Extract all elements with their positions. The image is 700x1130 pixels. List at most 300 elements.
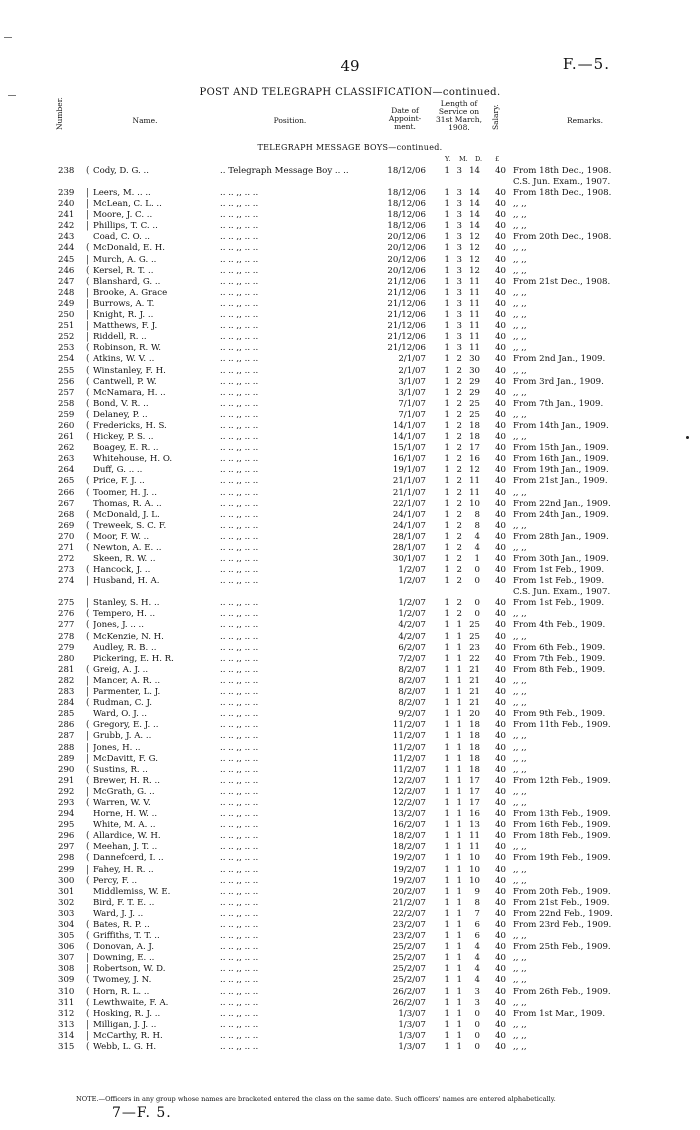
row-number: 286 — [58, 720, 75, 731]
row-name: Blanshard, G. .. — [93, 276, 161, 287]
row-bracket: ( — [86, 376, 90, 387]
row-number: 302 — [58, 897, 75, 908]
row-remarks: From 7th Feb., 1909. — [513, 653, 606, 664]
row-position: .. .. ,, .. .. — [220, 1019, 259, 1030]
row-years: 1 — [444, 409, 450, 420]
row-bracket: ( — [86, 609, 90, 620]
row-date: 7/1/07 — [398, 398, 426, 409]
row-number: 278 — [58, 631, 75, 642]
row-position: .. .. ,, .. .. — [220, 1030, 259, 1041]
row-date: 11/2/07 — [392, 742, 426, 753]
row-days: 18 — [469, 731, 480, 742]
row-salary: 40 — [495, 820, 506, 831]
row-date: 3/1/07 — [398, 376, 426, 387]
row-years: 1 — [444, 953, 450, 964]
row-number: 315 — [58, 1042, 75, 1053]
row-number: 301 — [58, 886, 75, 897]
row-years: 1 — [444, 598, 450, 609]
row-years: 1 — [444, 698, 450, 709]
row-name: Knight, R. J. .. — [93, 310, 154, 321]
row-name: Matthews, F. J. — [93, 321, 158, 332]
row-bracket: | — [86, 598, 90, 609]
row-number: 266 — [58, 487, 75, 498]
row-number: 241 — [58, 210, 75, 221]
row-days: 10 — [469, 864, 480, 875]
row-bracket: | — [86, 864, 90, 875]
row-months: 1 — [456, 986, 462, 997]
row-bracket: ( — [86, 797, 90, 808]
row-months: 2 — [456, 509, 462, 520]
row-name: Price, F. J. .. — [93, 476, 145, 487]
row-years: 1 — [444, 354, 450, 365]
row-days: 10 — [469, 875, 480, 886]
row-position: .. .. ,, .. .. — [220, 243, 259, 254]
row-name: Meehan, J. T. .. — [93, 842, 158, 853]
row-position: .. .. ,, .. .. — [220, 432, 259, 443]
row-remarks: From 15th Jan., 1909. — [513, 443, 609, 454]
row-number: 298 — [58, 853, 75, 864]
row-years: 1 — [444, 531, 450, 542]
row-number: 295 — [58, 820, 75, 831]
row-number: 275 — [58, 598, 75, 609]
row-bracket: | — [86, 188, 90, 198]
row-months: 1 — [456, 1019, 462, 1030]
row-number: 260 — [58, 420, 75, 431]
row-bracket: ( — [86, 631, 90, 642]
table-row — [0, 554, 700, 565]
row-bracket: | — [86, 731, 90, 742]
row-position: .. .. ,, .. .. — [220, 554, 259, 565]
row-days: 21 — [469, 698, 480, 709]
row-bracket: ( — [86, 764, 90, 775]
row-name: Hancock, J. .. — [93, 565, 151, 576]
row-number: 243 — [58, 232, 75, 243]
row-salary: 40 — [495, 642, 506, 653]
row-name: McGrath, G. .. — [93, 786, 155, 797]
row-years: 1 — [444, 720, 450, 731]
row-days: 25 — [469, 620, 480, 631]
row-position: .. .. ,, .. .. — [220, 498, 259, 509]
row-bracket: ( — [86, 720, 90, 731]
row-days: 11 — [469, 321, 480, 332]
row-years: 1 — [444, 709, 450, 720]
row-remarks: ,, ,, — [513, 332, 527, 343]
row-years: 1 — [444, 332, 450, 343]
table-row — [0, 654, 700, 665]
table-row — [0, 221, 700, 232]
row-salary: 40 — [495, 376, 506, 387]
row-number: 297 — [58, 842, 75, 853]
row-years: 1 — [444, 476, 450, 487]
row-years: 1 — [444, 1030, 450, 1041]
row-salary: 40 — [495, 975, 506, 986]
table-row — [0, 831, 700, 842]
row-bracket: ( — [86, 1008, 90, 1019]
row-years: 1 — [444, 653, 450, 664]
row-bracket: | — [86, 786, 90, 797]
row-number: 269 — [58, 520, 75, 531]
table-row — [0, 698, 700, 709]
row-name: Duff, G. .. .. — [93, 465, 143, 476]
row-bracket: ( — [86, 520, 90, 531]
row-months: 2 — [456, 409, 462, 420]
row-position: .. .. ,, .. .. — [220, 687, 259, 698]
row-remarks: From 3rd Jan., 1909. — [513, 376, 604, 387]
row-years: 1 — [444, 631, 450, 642]
row-salary: 40 — [495, 565, 506, 576]
row-date: 6/2/07 — [398, 642, 426, 653]
row-number: 304 — [58, 920, 75, 930]
row-salary: 40 — [495, 509, 506, 520]
row-salary: 40 — [495, 265, 506, 276]
table-row — [0, 499, 700, 510]
row-name: White, M. A. .. — [93, 820, 156, 831]
row-months: 1 — [456, 942, 462, 953]
row-months: 3 — [456, 254, 462, 265]
row-remarks: From 30th Jan., 1909. — [513, 554, 609, 565]
table-row — [0, 277, 700, 288]
row-position: .. .. ,, .. .. — [220, 232, 259, 243]
table-row — [0, 853, 700, 864]
section-title: TELEGRAPH MESSAGE BOYS—continued. — [257, 143, 443, 152]
table-row — [0, 842, 700, 853]
row-bracket: | — [86, 964, 90, 975]
row-years: 1 — [444, 509, 450, 520]
row-bracket: ( — [86, 531, 90, 542]
row-days: 8 — [474, 520, 480, 531]
row-number: 281 — [58, 664, 75, 675]
row-number: 272 — [58, 554, 75, 565]
row-bracket: | — [86, 576, 90, 587]
row-remarks: From 8th Feb., 1909. — [513, 664, 606, 675]
row-date: 20/12/06 — [387, 243, 426, 254]
row-months: 1 — [456, 920, 462, 930]
row-days: 11 — [469, 487, 480, 498]
row-name: Brooke, A. Grace — [93, 287, 168, 298]
row-number: 311 — [58, 997, 75, 1008]
row-months: 3 — [456, 232, 462, 243]
row-years: 1 — [444, 321, 450, 332]
row-years: 1 — [444, 820, 450, 831]
row-months: 1 — [456, 997, 462, 1008]
table-row — [0, 987, 700, 998]
row-salary: 40 — [495, 332, 506, 343]
row-days: 11 — [469, 476, 480, 487]
row-years: 1 — [444, 731, 450, 742]
row-months: 1 — [456, 642, 462, 653]
row-name: Winstanley, F. H. — [93, 365, 166, 376]
table-row — [0, 454, 700, 465]
row-position: .. .. ,, .. .. — [220, 709, 259, 720]
row-days: 18 — [469, 720, 480, 731]
row-position: .. .. ,, .. .. — [220, 997, 259, 1008]
table-row — [0, 1042, 700, 1053]
row-years: 1 — [444, 443, 450, 454]
row-salary: 40 — [495, 742, 506, 753]
row-days: 0 — [474, 1019, 480, 1030]
row-days: 6 — [474, 931, 480, 942]
row-name: Cantwell, P. W. — [93, 376, 157, 387]
row-bracket: ( — [86, 398, 90, 409]
row-date: 28/1/07 — [392, 531, 426, 542]
row-salary: 40 — [495, 709, 506, 720]
row-bracket: ( — [86, 354, 90, 365]
row-months: 1 — [456, 664, 462, 675]
row-date: 15/1/07 — [392, 443, 426, 454]
row-days: 7 — [474, 908, 480, 919]
table-row — [0, 942, 700, 953]
row-position: .. .. ,, .. .. — [220, 864, 259, 875]
row-years: 1 — [444, 831, 450, 842]
row-date: 19/2/07 — [392, 864, 426, 875]
table-row — [0, 1031, 700, 1042]
row-days: 4 — [474, 543, 480, 553]
table-row — [0, 188, 700, 199]
table-row — [0, 776, 700, 787]
row-days: 10 — [469, 498, 480, 509]
row-months: 2 — [456, 465, 462, 476]
row-days: 0 — [474, 576, 480, 587]
row-number: 270 — [58, 531, 75, 542]
row-date: 18/12/06 — [387, 210, 426, 221]
row-position: .. .. ,, .. .. — [220, 543, 259, 553]
row-years: 1 — [444, 420, 450, 431]
row-days: 12 — [469, 254, 480, 265]
table-row — [0, 920, 700, 931]
row-bracket: | — [86, 687, 90, 698]
table-row — [0, 532, 700, 543]
row-name: Ward, J. J. .. — [93, 908, 144, 919]
row-months: 2 — [456, 565, 462, 576]
row-remarks: ,, ,, — [513, 298, 527, 309]
table-row — [0, 709, 700, 720]
row-date: 2/1/07 — [398, 365, 426, 376]
row-salary: 40 — [495, 520, 506, 531]
row-days: 25 — [469, 631, 480, 642]
row-salary: 40 — [495, 554, 506, 565]
row-months: 1 — [456, 908, 462, 919]
row-salary: 40 — [495, 797, 506, 808]
table-row — [0, 743, 700, 754]
row-bracket: | — [86, 298, 90, 309]
row-days: 11 — [469, 831, 480, 842]
row-date: 7/1/07 — [398, 409, 426, 420]
row-date: 21/12/06 — [387, 310, 426, 321]
row-number: 249 — [58, 298, 75, 309]
row-years: 1 — [444, 166, 450, 176]
row-remarks: ,, ,, — [513, 199, 527, 210]
table-row — [0, 809, 700, 820]
row-date: 25/2/07 — [392, 975, 426, 986]
row-remarks: From 12th Feb., 1909. — [513, 775, 611, 786]
row-position: .. .. ,, .. .. — [220, 365, 259, 376]
row-remarks: ,, ,, — [513, 243, 527, 254]
row-years: 1 — [444, 975, 450, 986]
row-position: .. .. ,, .. .. — [220, 598, 259, 609]
row-bracket: ( — [86, 853, 90, 864]
row-remarks: ,, ,, — [513, 1030, 527, 1041]
row-date: 21/1/07 — [392, 476, 426, 487]
row-number: 264 — [58, 465, 75, 476]
row-date: 18/2/07 — [392, 831, 426, 842]
row-salary: 40 — [495, 310, 506, 321]
row-name: Mancer, A. R. .. — [93, 675, 161, 686]
row-date: 14/1/07 — [392, 420, 426, 431]
row-number: 279 — [58, 642, 75, 653]
row-months: 2 — [456, 487, 462, 498]
row-salary: 40 — [495, 243, 506, 254]
row-number: 280 — [58, 653, 75, 664]
row-position: .. .. ,, .. .. — [220, 642, 259, 653]
row-name: Jones, H. .. — [93, 742, 141, 753]
row-months: 3 — [456, 188, 462, 198]
table-row — [0, 820, 700, 831]
table-row — [0, 266, 700, 277]
row-name: Twomey, J. N. — [93, 975, 152, 986]
row-position: .. .. ,, .. .. — [220, 931, 259, 942]
row-date: 18/12/06 — [387, 221, 426, 232]
row-bracket: | — [86, 310, 90, 321]
row-name: Downing, E. .. — [93, 953, 155, 964]
row-date: 21/2/07 — [392, 897, 426, 908]
row-months: 2 — [456, 498, 462, 509]
table-row — [0, 643, 700, 654]
row-salary: 40 — [495, 1030, 506, 1041]
row-date: 21/12/06 — [387, 332, 426, 343]
row-salary: 40 — [495, 809, 506, 820]
row-position: .. .. ,, .. .. — [220, 797, 259, 808]
row-days: 12 — [469, 265, 480, 276]
row-name: Audley, R. B. .. — [93, 642, 157, 653]
row-date: 8/2/07 — [398, 698, 426, 709]
row-salary: 40 — [495, 720, 506, 731]
row-remarks: From 21st Feb., 1909. — [513, 897, 610, 908]
header-position: Position. — [273, 116, 307, 125]
row-years: 1 — [444, 1042, 450, 1053]
table-row — [0, 343, 700, 354]
row-number: 259 — [58, 409, 75, 420]
row-salary: 40 — [495, 1008, 506, 1019]
row-name: Murch, A. G. .. — [93, 254, 157, 265]
row-date: 21/12/06 — [387, 343, 426, 354]
row-number: 255 — [58, 365, 75, 376]
row-months: 1 — [456, 820, 462, 831]
row-date: 1/3/07 — [398, 1042, 426, 1053]
row-remarks: ,, ,, — [513, 953, 527, 964]
row-number: 246 — [58, 265, 75, 276]
row-number: 252 — [58, 332, 75, 343]
table-row — [0, 521, 700, 532]
row-position: .. .. ,, .. .. — [220, 609, 259, 620]
row-number: 306 — [58, 942, 75, 953]
row-name: Fahey, H. R. .. — [93, 864, 154, 875]
row-date: 25/2/07 — [392, 953, 426, 964]
row-number: 247 — [58, 276, 75, 287]
row-salary: 40 — [495, 875, 506, 886]
row-remarks: ,, ,, — [513, 842, 527, 853]
row-days: 11 — [469, 276, 480, 287]
row-days: 25 — [469, 398, 480, 409]
row-salary: 40 — [495, 698, 506, 709]
row-months: 2 — [456, 598, 462, 609]
row-remarks: ,, ,, — [513, 675, 527, 686]
row-salary: 40 — [495, 908, 506, 919]
row-years: 1 — [444, 1019, 450, 1030]
row-position: .. .. ,, .. .. — [220, 254, 259, 265]
row-remarks: From 1st Feb., 1909. — [513, 565, 605, 576]
table-row — [0, 199, 700, 210]
row-days: 20 — [469, 709, 480, 720]
row-months: 3 — [456, 332, 462, 343]
row-position: .. .. ,, .. .. — [220, 620, 259, 631]
row-name: Warren, W. V. — [93, 797, 151, 808]
classification-table — [0, 166, 700, 1053]
row-bracket: | — [86, 199, 90, 210]
table-row — [0, 765, 700, 776]
row-name: Newton, A. E. .. — [93, 543, 162, 553]
row-years: 1 — [444, 997, 450, 1008]
row-name: Greig, A. J. .. — [93, 664, 149, 675]
row-number: 263 — [58, 454, 75, 465]
row-date: 21/12/06 — [387, 321, 426, 332]
row-years: 1 — [444, 842, 450, 853]
row-position: .. .. ,, .. .. — [220, 653, 259, 664]
table-row — [0, 310, 700, 321]
row-days: 6 — [474, 920, 480, 930]
unit-days: D. — [475, 155, 483, 163]
row-name: Boagey, E. R. .. — [93, 443, 159, 454]
row-name: Kersel, R. T. .. — [93, 265, 154, 276]
row-number: 240 — [58, 199, 75, 210]
row-years: 1 — [444, 886, 450, 897]
row-salary: 40 — [495, 942, 506, 953]
row-date: 11/2/07 — [392, 731, 426, 742]
row-bracket: ( — [86, 166, 90, 176]
row-salary: 40 — [495, 543, 506, 553]
row-salary: 40 — [495, 631, 506, 642]
row-bracket: ( — [86, 409, 90, 420]
row-months: 1 — [456, 620, 462, 631]
row-date: 19/1/07 — [392, 465, 426, 476]
table-row — [0, 354, 700, 365]
row-months: 3 — [456, 343, 462, 354]
row-name: Rudman, C. J. — [93, 698, 153, 709]
row-number: 238 — [58, 166, 75, 176]
row-days: 0 — [474, 1008, 480, 1019]
table-row — [0, 465, 700, 476]
row-years: 1 — [444, 642, 450, 653]
row-remarks: ,, ,, — [513, 321, 527, 332]
row-position: .. .. ,, .. .. — [220, 820, 259, 831]
row-years: 1 — [444, 675, 450, 686]
row-remarks: ,, ,, — [513, 742, 527, 753]
row-number: 271 — [58, 543, 75, 553]
row-salary: 40 — [495, 853, 506, 864]
row-years: 1 — [444, 764, 450, 775]
row-days: 4 — [474, 953, 480, 964]
row-position: .. .. ,, .. .. — [220, 986, 259, 997]
row-bracket: ( — [86, 487, 90, 498]
row-number: 262 — [58, 443, 75, 454]
row-salary: 40 — [495, 931, 506, 942]
row-number: 273 — [58, 565, 75, 576]
header-remarks: Remarks. — [566, 116, 604, 125]
row-years: 1 — [444, 797, 450, 808]
row-salary: 40 — [495, 1042, 506, 1053]
row-remarks: From 9th Feb., 1909. — [513, 709, 606, 720]
row-number: 312 — [58, 1008, 75, 1019]
row-name: Cody, D. G. .. — [93, 166, 149, 176]
